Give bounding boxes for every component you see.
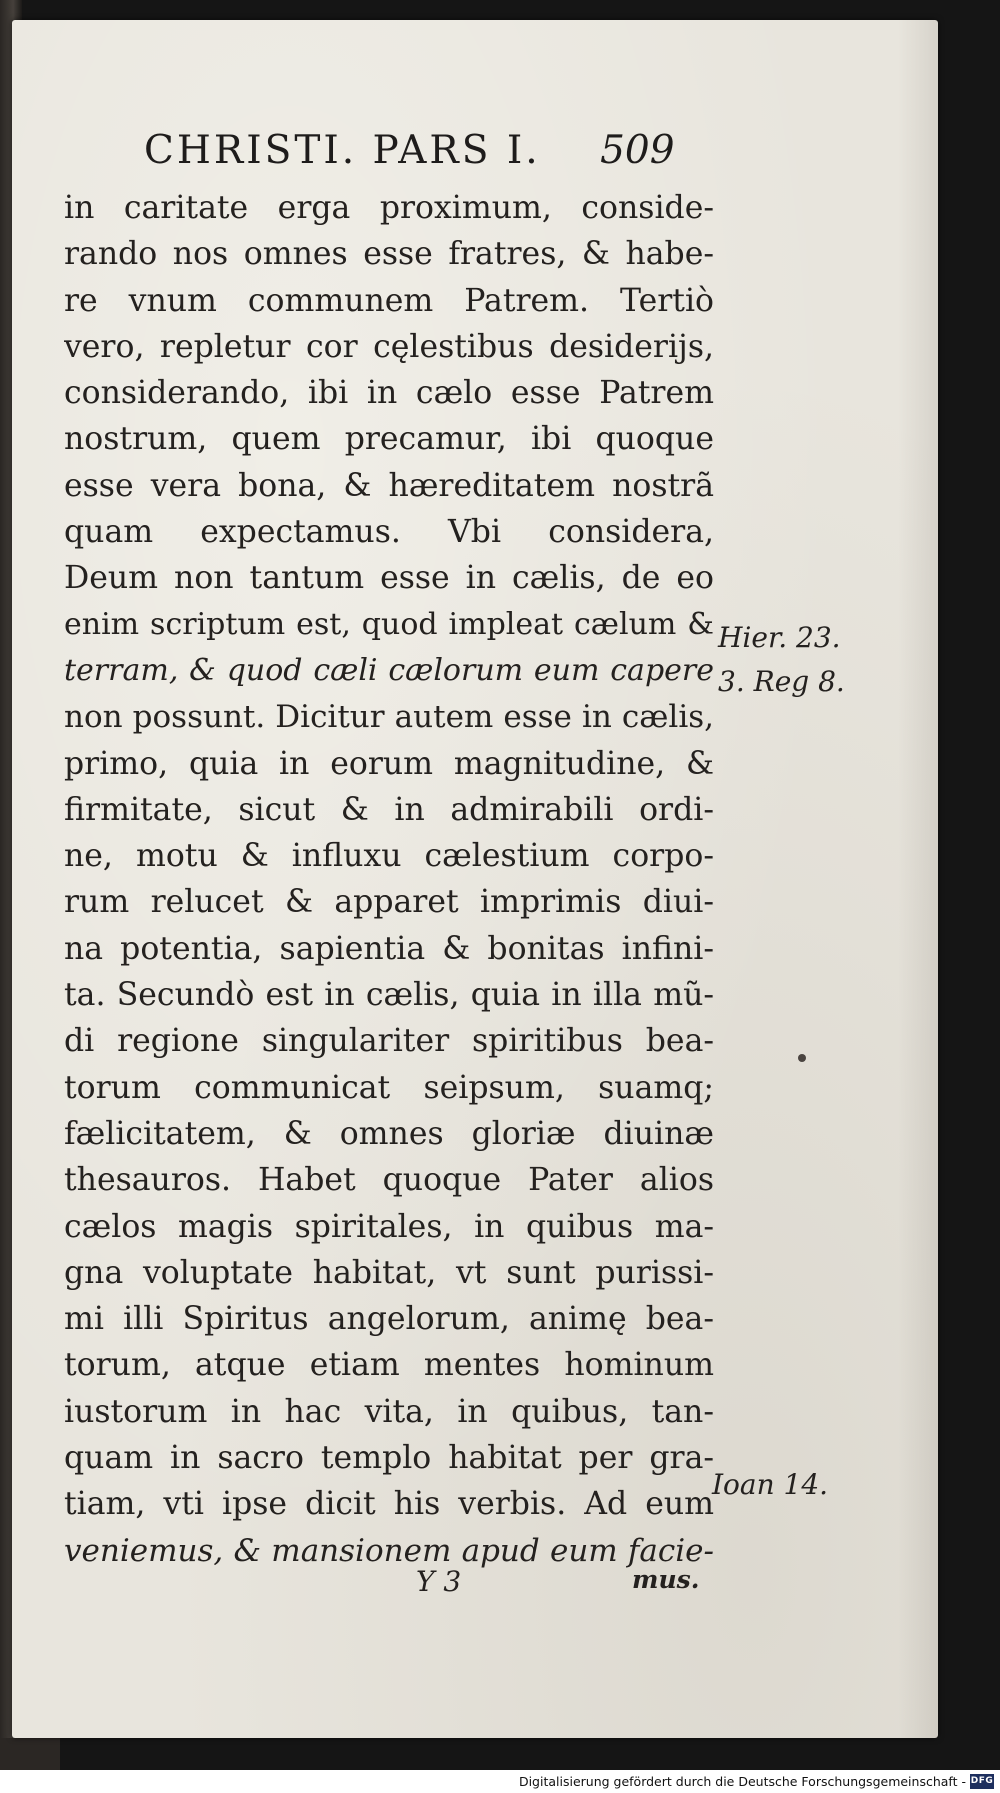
text-line: thesauros. Habet quoque Pater alios: [64, 1162, 714, 1199]
running-header: [144, 128, 675, 173]
text-line: torum communicat seipsum, suamq;: [64, 1069, 714, 1106]
margin-note-ioan: Ioan 14.: [712, 1468, 829, 1501]
text-line: Deum non tantum esse in cælis, de eo: [64, 560, 714, 597]
text-line: non possunt. Dicitur autem esse in cælis,: [64, 699, 714, 736]
text-line: cælos magis spiritales, in quibus ma-: [64, 1208, 714, 1245]
text-line: quam expectamus. Vbi considera,: [64, 514, 714, 551]
text-line: firmitate, sicut & in admirabili ordi-: [64, 791, 714, 828]
text-line: vero, repletur cor cęlestibus desiderijs,: [64, 328, 714, 365]
page-shadow: [898, 20, 938, 1738]
catchword: mus.: [632, 1565, 700, 1594]
text-line: rum relucet & apparet imprimis diui-: [64, 884, 714, 921]
scanner-debris: [0, 1738, 60, 1770]
text-line: fælicitatem, & omnes gloriæ diuinæ: [64, 1115, 714, 1152]
text-line: tiam, vti ipse dicit his verbis. Ad eum: [64, 1486, 714, 1523]
text-line: veniemus, & mansionem apud eum facie-: [64, 1532, 714, 1569]
signature-mark: Y 3: [416, 1565, 462, 1598]
text-line: mi illi Spiritus angelorum, animę bea-: [64, 1301, 714, 1338]
text-line: quam in sacro templo habitat per gra-: [64, 1440, 714, 1477]
text-line: re vnum communem Patrem. Tertiò: [64, 282, 714, 319]
running-title: CHRISTI. PARS I.: [144, 128, 541, 173]
text-line: na potentia, sapientia & bonitas infini-: [64, 930, 714, 967]
margin-note-reg: 3. Reg 8.: [718, 665, 845, 698]
text-line: ne, motu & influxu cælestium corpo-: [64, 838, 714, 875]
dfg-logo: DFG: [970, 1774, 994, 1789]
text-line: enim scriptum est, quod impleat cælum &: [64, 606, 714, 642]
text-line: iustorum in hac vita, in quibus, tan-: [64, 1393, 714, 1430]
margin-note-hier: Hier. 23.: [718, 621, 841, 654]
text-line: torum, atque etiam mentes hominum: [64, 1347, 714, 1384]
text-line: ta. Secundò est in cælis, quia in illa mũ-: [64, 977, 714, 1014]
footer-strip: [0, 1770, 1000, 1793]
ink-speck: [798, 1054, 806, 1062]
page-number: 509: [600, 128, 675, 173]
text-line: in caritate erga proximum, conside-: [64, 190, 714, 226]
body-text: [64, 185, 714, 1574]
footer-credit: Digitalisierung gefördert durch die Deutsche Forschungsgemeinschaft -: [518, 1774, 966, 1789]
book-page: [12, 20, 938, 1738]
text-line: considerando, ibi in cælo esse Patrem: [64, 375, 714, 412]
text-line: primo, quia in eorum magnitudine, &: [64, 745, 714, 782]
text-line: di regione singulariter spiritibus bea-: [64, 1023, 714, 1060]
text-line: terram, & quod cæli cælorum eum capere: [64, 652, 714, 688]
text-line: esse vera bona, & hæreditatem nostrã: [64, 467, 714, 504]
margin-notes: [718, 616, 878, 704]
text-line: gna voluptate habitat, vt sunt purissi-: [64, 1254, 714, 1291]
text-line: nostrum, quem precamur, ibi quoque: [64, 421, 714, 458]
text-line: rando nos omnes esse fratres, & habe-: [64, 236, 714, 273]
